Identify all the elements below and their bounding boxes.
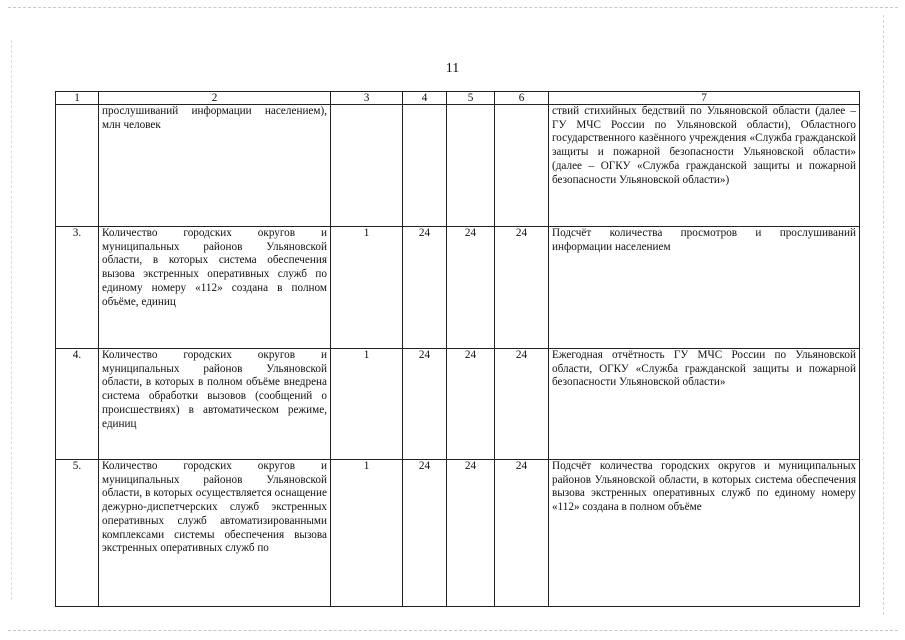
- column-header: 3: [331, 92, 403, 105]
- method-cell: ствий стихийных бедствий по Ульяновской области (далее – ГУ МЧС России по Ульяновской области), Областного государственного казённого учреждения «Служба гражданской защиты и пожарной безопасности Ульяновской области» (далее – ОГКУ «Служба гражданской защиты и пожарной безопасности Ульяновской области»): [549, 105, 860, 227]
- indicators-table: [55, 91, 860, 607]
- row-number-cell: 4.: [56, 349, 99, 460]
- value-cell: 1: [331, 349, 403, 460]
- value-cell: 1: [331, 227, 403, 349]
- value-cell: 24: [403, 227, 447, 349]
- row-number-cell: [56, 105, 99, 227]
- value-cell: 24: [403, 349, 447, 460]
- method-cell: Подсчёт количества городских округов и муниципальных районов Ульяновской области, в которых система обеспечения вызова экстренных оперативных служб по единому номеру «112» создана в полном объёме: [549, 460, 860, 607]
- value-cell: 1: [331, 460, 403, 607]
- column-header: 4: [403, 92, 447, 105]
- value-cell: 24: [495, 349, 549, 460]
- indicator-cell: Количество городских округов и муниципальных районов Ульяновской области, в которых в полном объёме внедрена система обработки вызовов (сообщений о происшествиях) в автоматическом режиме, единиц: [99, 349, 331, 460]
- table-row: [56, 227, 860, 349]
- value-cell: [495, 105, 549, 227]
- scan-edge-top: [8, 7, 898, 8]
- value-cell: 24: [403, 460, 447, 607]
- value-cell: [331, 105, 403, 227]
- value-cell: 24: [447, 349, 495, 460]
- table-header-row: [56, 92, 860, 105]
- column-header: 1: [56, 92, 99, 105]
- page-number: 11: [445, 61, 460, 76]
- value-cell: 24: [447, 227, 495, 349]
- scan-edge-right: [883, 15, 884, 615]
- indicator-cell: прослушиваний информации населением), млн человек: [99, 105, 331, 227]
- method-cell: Ежегодная отчётность ГУ МЧС России по Ульяновской области, ОГКУ «Служба гражданской защиты и пожарной безопасности Ульяновской области»: [549, 349, 860, 460]
- table-row: [56, 460, 860, 607]
- column-header: 7: [549, 92, 860, 105]
- method-cell: Подсчёт количества просмотров и прослушиваний информации населением: [549, 227, 860, 349]
- value-cell: [403, 105, 447, 227]
- row-number-cell: 5.: [56, 460, 99, 607]
- column-header: 2: [99, 92, 331, 105]
- value-cell: 24: [447, 460, 495, 607]
- indicator-cell: Количество городских округов и муниципальных районов Ульяновской области, в которых осуществляется оснащение дежурно-диспетчерских служб экстренных оперативных служб автоматизированными комплексами системы обеспечения вызова экстренных оперативных служб по: [99, 460, 331, 607]
- value-cell: 24: [495, 460, 549, 607]
- scan-edge-left: [11, 40, 12, 600]
- table-row: [56, 349, 860, 460]
- value-cell: [447, 105, 495, 227]
- scan-edge-bottom: [8, 630, 898, 631]
- column-header: 5: [447, 92, 495, 105]
- row-number-cell: 3.: [56, 227, 99, 349]
- table-row: [56, 105, 860, 227]
- indicator-cell: Количество городских округов и муниципальных районов Ульяновской области, в которых система обеспечения вызова экстренных оперативных служб по единому номеру «112» создана в полном объёме, единиц: [99, 227, 331, 349]
- column-header: 6: [495, 92, 549, 105]
- value-cell: 24: [495, 227, 549, 349]
